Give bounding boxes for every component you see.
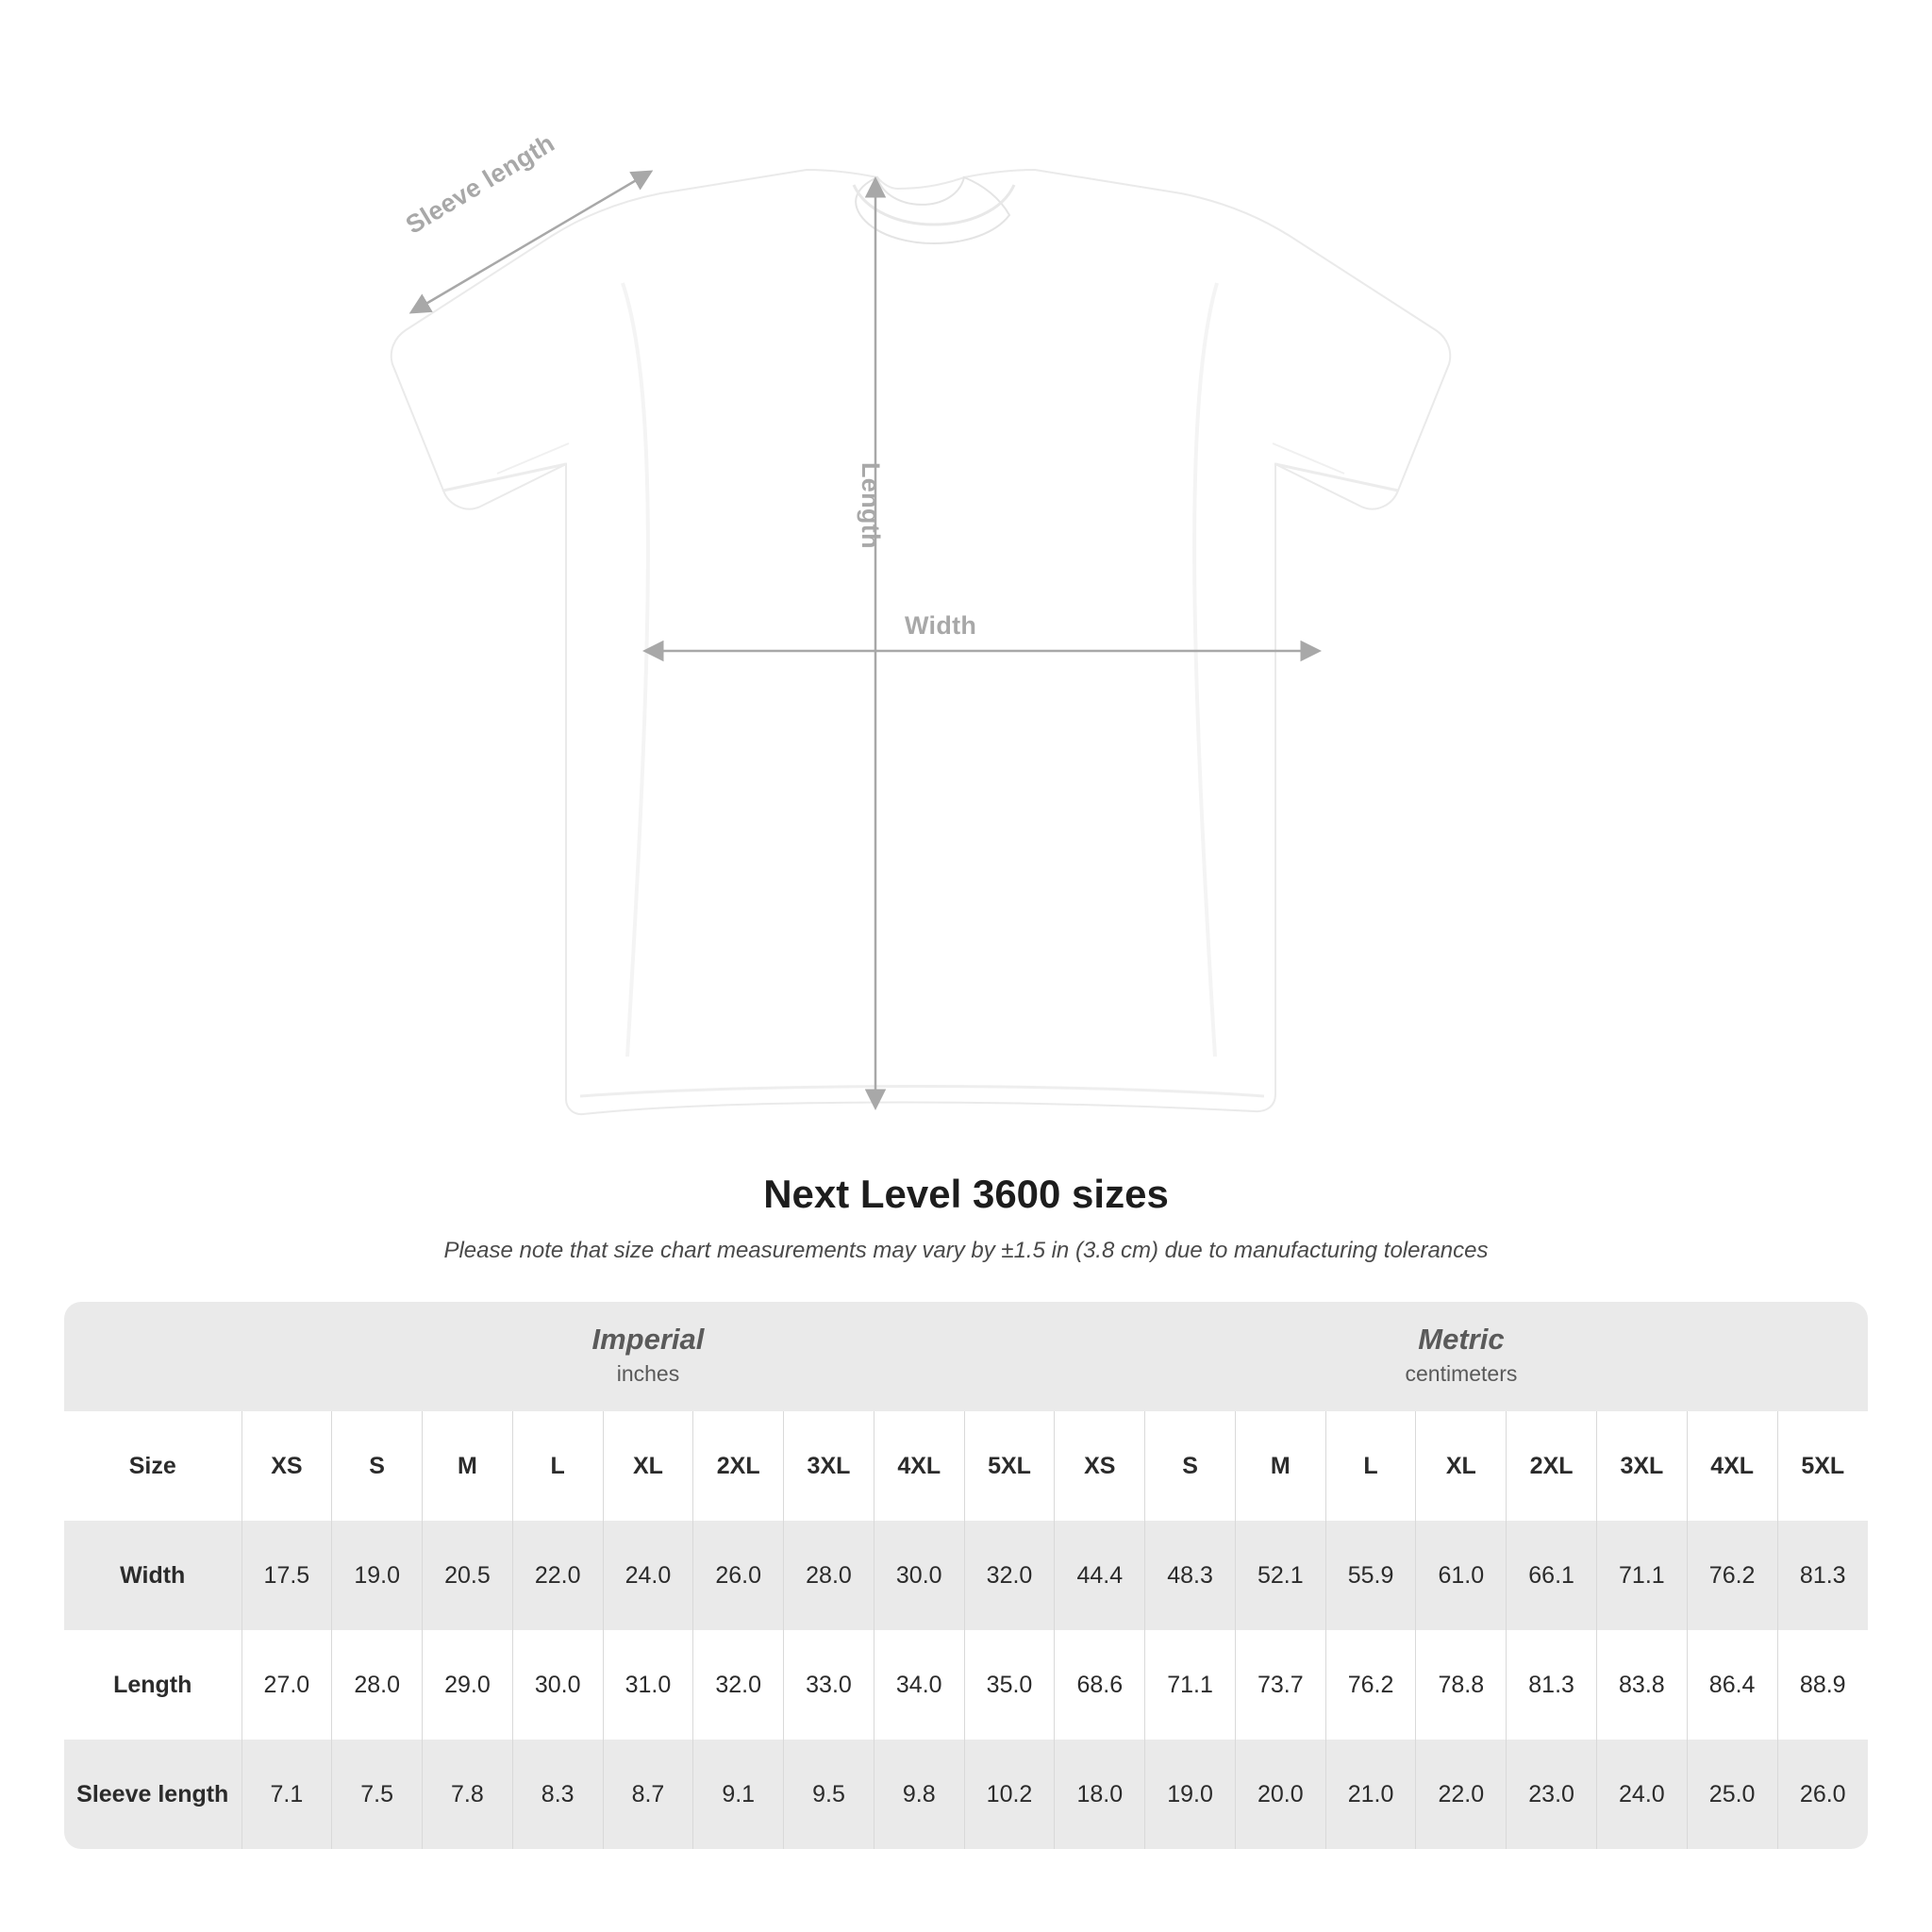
col-header-met-3xl: 3XL [1596, 1411, 1687, 1521]
cell-sleeve-imp-3xl: 9.5 [784, 1740, 874, 1849]
cell-sleeve-met-s: 19.0 [1145, 1740, 1236, 1849]
cell-sleeve-met-l: 21.0 [1325, 1740, 1416, 1849]
cell-length-met-3xl: 83.8 [1596, 1630, 1687, 1740]
col-header-met-s: S [1145, 1411, 1236, 1521]
page-title: Next Level 3600 sizes [763, 1172, 1169, 1216]
cell-sleeve-met-xs: 18.0 [1055, 1740, 1145, 1849]
cell-length-met-xs: 68.6 [1055, 1630, 1145, 1740]
cell-length-imp-4xl: 34.0 [874, 1630, 964, 1740]
table-row [64, 1521, 1868, 1630]
unit-title-imperial: Imperial [591, 1323, 705, 1357]
cell-sleeve-imp-l: 8.3 [512, 1740, 603, 1849]
table-size-header-row [64, 1411, 1868, 1521]
col-header-met-xs: XS [1055, 1411, 1145, 1521]
cell-length-met-xl: 78.8 [1416, 1630, 1507, 1740]
cell-width-met-m: 52.1 [1235, 1521, 1325, 1630]
col-header-met-m: M [1235, 1411, 1325, 1521]
cell-width-met-xs: 44.4 [1055, 1521, 1145, 1630]
unit-header-metric [1055, 1302, 1868, 1411]
unit-header-imperial [242, 1302, 1055, 1411]
length-label: Length [857, 462, 885, 549]
cell-width-imp-s: 19.0 [332, 1521, 423, 1630]
cell-length-met-2xl: 81.3 [1507, 1630, 1597, 1740]
col-header-met-2xl: 2XL [1507, 1411, 1597, 1521]
unit-header-spacer [64, 1302, 242, 1411]
cell-sleeve-imp-m: 7.8 [423, 1740, 513, 1849]
cell-sleeve-met-5xl: 26.0 [1777, 1740, 1868, 1849]
cell-length-met-5xl: 88.9 [1777, 1630, 1868, 1740]
cell-sleeve-met-3xl: 24.0 [1596, 1740, 1687, 1849]
unit-subtitle-imperial: inches [616, 1361, 680, 1387]
col-header-imp-5xl: 5XL [964, 1411, 1055, 1521]
col-header-imp-4xl: 4XL [874, 1411, 964, 1521]
col-header-met-xl: XL [1416, 1411, 1507, 1521]
cell-width-met-xl: 61.0 [1416, 1521, 1507, 1630]
cell-width-met-3xl: 71.1 [1596, 1521, 1687, 1630]
cell-sleeve-met-m: 20.0 [1235, 1740, 1325, 1849]
col-header-imp-2xl: 2XL [693, 1411, 784, 1521]
cell-length-imp-5xl: 35.0 [964, 1630, 1055, 1740]
table-unit-header-row [64, 1302, 1868, 1411]
table-row [64, 1630, 1868, 1740]
cell-sleeve-imp-s: 7.5 [332, 1740, 423, 1849]
cell-width-met-l: 55.9 [1325, 1521, 1416, 1630]
cell-width-met-s: 48.3 [1145, 1521, 1236, 1630]
cell-length-imp-2xl: 32.0 [693, 1630, 784, 1740]
cell-width-imp-3xl: 28.0 [784, 1521, 874, 1630]
row-label-sleeve-length: Sleeve length [64, 1740, 242, 1849]
width-label: Width [905, 611, 977, 640]
page-subtitle: Please note that size chart measurements may vary by ±1.5 in (3.8 cm) due to manufacturing tolerances [443, 1238, 1489, 1263]
row-label-width: Width [64, 1521, 242, 1630]
col-header-imp-s: S [332, 1411, 423, 1521]
table-row [64, 1740, 1868, 1849]
cell-width-met-5xl: 81.3 [1777, 1521, 1868, 1630]
col-header-imp-m: M [423, 1411, 513, 1521]
cell-width-met-2xl: 66.1 [1507, 1521, 1597, 1630]
unit-title-metric: Metric [1418, 1323, 1505, 1357]
cell-width-imp-xl: 24.0 [603, 1521, 693, 1630]
cell-length-imp-xl: 31.0 [603, 1630, 693, 1740]
cell-sleeve-imp-xs: 7.1 [242, 1740, 332, 1849]
cell-length-met-s: 71.1 [1145, 1630, 1236, 1740]
cell-length-met-l: 76.2 [1325, 1630, 1416, 1740]
cell-width-imp-5xl: 32.0 [964, 1521, 1055, 1630]
cell-length-imp-3xl: 33.0 [784, 1630, 874, 1740]
cell-sleeve-met-xl: 22.0 [1416, 1740, 1507, 1849]
sleeve-length-label: Sleeve length [401, 128, 560, 240]
col-header-imp-xs: XS [242, 1411, 332, 1521]
cell-width-met-4xl: 76.2 [1687, 1521, 1777, 1630]
col-header-met-5xl: 5XL [1777, 1411, 1868, 1521]
cell-length-imp-s: 28.0 [332, 1630, 423, 1740]
cell-length-imp-m: 29.0 [423, 1630, 513, 1740]
cell-width-imp-2xl: 26.0 [693, 1521, 784, 1630]
row-label-length: Length [64, 1630, 242, 1740]
cell-width-imp-m: 20.5 [423, 1521, 513, 1630]
cell-sleeve-imp-5xl: 10.2 [964, 1740, 1055, 1849]
cell-width-imp-xs: 17.5 [242, 1521, 332, 1630]
col-header-imp-xl: XL [603, 1411, 693, 1521]
cell-width-imp-4xl: 30.0 [874, 1521, 964, 1630]
cell-width-imp-l: 22.0 [512, 1521, 603, 1630]
size-table-wrapper [64, 1302, 1868, 1849]
cell-sleeve-imp-xl: 8.7 [603, 1740, 693, 1849]
unit-subtitle-metric: centimeters [1405, 1361, 1518, 1387]
size-table [64, 1302, 1868, 1849]
tshirt-shape [391, 170, 1450, 1114]
cell-length-met-m: 73.7 [1235, 1630, 1325, 1740]
cell-sleeve-imp-4xl: 9.8 [874, 1740, 964, 1849]
col-header-met-4xl: 4XL [1687, 1411, 1777, 1521]
cell-sleeve-met-4xl: 25.0 [1687, 1740, 1777, 1849]
cell-sleeve-imp-2xl: 9.1 [693, 1740, 784, 1849]
cell-length-imp-xs: 27.0 [242, 1630, 332, 1740]
size-header-cell: Size [64, 1411, 242, 1521]
cell-sleeve-met-2xl: 23.0 [1507, 1740, 1597, 1849]
col-header-met-l: L [1325, 1411, 1416, 1521]
col-header-imp-l: L [512, 1411, 603, 1521]
cell-length-met-4xl: 86.4 [1687, 1630, 1777, 1740]
col-header-imp-3xl: 3XL [784, 1411, 874, 1521]
cell-length-imp-l: 30.0 [512, 1630, 603, 1740]
